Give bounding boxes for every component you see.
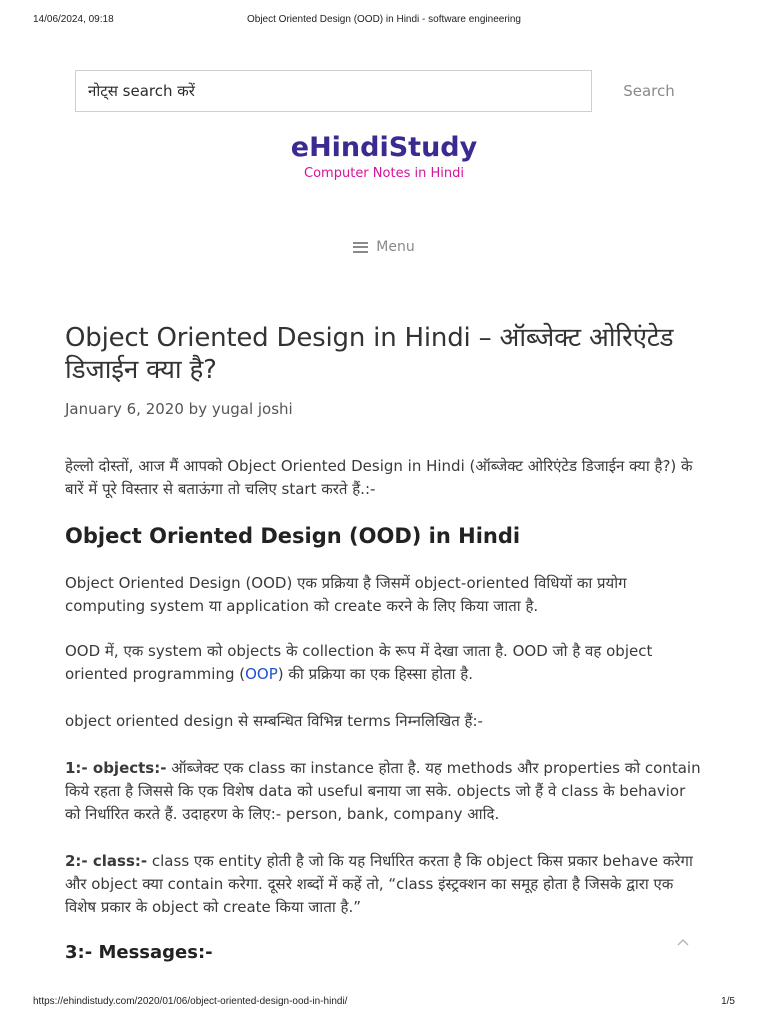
paragraph-objects [65,757,705,826]
menu-label: Menu [376,239,415,255]
print-page-title: Object Oriented Design (OOD) in Hindi - software engineering [246,14,521,25]
paragraph-2 [65,640,705,686]
print-datetime: 14/06/2024, 09:18 [33,14,114,25]
author-link[interactable]: yugal joshi [211,400,293,418]
print-page-number: 1/5 [721,996,735,1007]
article-title: Object Oriented Design in Hindi – ऑब्जेक्ट ओरिएंटेड डिजाईन क्या है? [65,323,674,385]
paragraph-class [65,850,705,919]
search-input[interactable]: नोट्स search करें [75,70,592,112]
scroll-top-button[interactable] [676,936,690,950]
print-url: https://ehindistudy.com/2020/01/06/object-oriented-design-ood-in-hindi/ [33,996,348,1007]
paragraph-3 [65,710,705,733]
paragraph-1-text: Object Oriented Design (OOD) एक प्रक्रिया है जिसमें object-oriented विधियों का प्रयोग computing system या application को create करने के लिए किया जाता है. [65,574,627,615]
search-button[interactable]: Search [623,82,675,100]
intro-paragraph [65,455,705,501]
intro-text: हेल्लो दोस्तों, आज मैं आपको Object Oriented Design in Hindi (ऑब्जेक्ट ओरिएंटेड डिजाईन क्या है?) के बारें में पूरे विस्तार से बताऊंगा तो चलिए start करते हैं.:- [65,457,693,498]
site-description: Computer Notes in Hindi [304,166,464,181]
paragraph-2-before: OOD में, एक system को objects के collection के रूप में देखा जाता है. OOD जो है वह object oriented programming ( [65,642,653,683]
chevron-up-icon [676,937,690,947]
menu-toggle[interactable] [0,239,768,255]
section-heading: Object Oriented Design (OOD) in Hindi [65,524,521,548]
entry-meta [65,400,293,418]
class-text: class एक entity होती है जो कि यह निर्धारित करता है कि object किस प्रकार behave करेगा और object क्या contain करेगा. दूसरे शब्दों में कहें तो, “class इंस्ट्रक्शन का समूह होता है जिसके द्वारा एक विशेष प्रकार के object को create किया जाता है.” [65,852,693,916]
paragraph-1 [65,572,705,618]
by-label: by [188,400,208,418]
paragraph-2-after: ) की प्रक्रिया का एक हिस्सा होता है. [277,665,474,683]
site-title[interactable]: eHindiStudy [290,132,478,163]
messages-heading: 3:- Messages:- [65,942,213,963]
paragraph-3-text: object oriented design से सम्बन्धित विभिन्न terms निम्नलिखित हैं:- [65,712,483,730]
objects-label: 1:- objects:- [65,759,167,777]
objects-text: ऑब्जेक्ट एक class का instance होता है. यह methods और properties को contain किये रहता है जिससे कि एक विशेष data को useful बनाया जा सके. objects जो हैं वे class के behavior को निर्धारित करते हैं. उदाहरण के लिए:- person, bank, company आदि. [65,759,701,823]
oop-link[interactable]: OOP [245,665,278,683]
post-date[interactable]: January 6, 2020 [65,400,184,418]
class-label: 2:- class:- [65,852,148,870]
hamburger-icon [353,242,368,253]
